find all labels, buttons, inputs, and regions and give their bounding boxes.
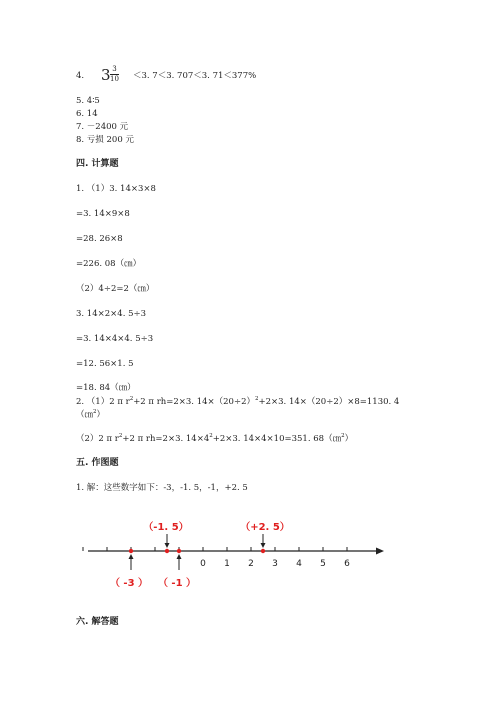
calc-line: 1. （1）3. 14×3×8: [76, 184, 156, 194]
point-pos2-5: [261, 549, 265, 553]
q2-text: （㎝: [76, 409, 94, 420]
point-neg1-5: [165, 549, 169, 553]
answer-5: 5. 4∶5: [76, 96, 100, 106]
calc-line: =18. 84（㎝）: [76, 383, 136, 393]
superscript: 2: [93, 409, 97, 415]
superscript: 2: [129, 396, 134, 402]
tick-label: 3: [272, 559, 278, 569]
arrow-down-icon: [165, 543, 170, 548]
arrow-up-icon: [177, 554, 182, 559]
tick-label: 4: [296, 559, 302, 569]
answer-6: 6. 14: [76, 109, 98, 119]
q2-text: （2）2 π r: [76, 433, 119, 444]
calc-line: =28. 26×8: [76, 234, 123, 244]
q4-frac-num: 3: [112, 65, 117, 73]
tick-label: 5: [320, 559, 326, 569]
arrow-down-icon: [261, 543, 266, 548]
section-title-solve: 六. 解答题: [76, 617, 119, 627]
calc-line: =226. 08（㎝）: [76, 259, 142, 269]
arrowhead-icon: [376, 548, 384, 555]
q4-whole: 3: [101, 66, 111, 84]
point-neg3: [129, 549, 133, 553]
calc-line: （2）4÷2=2（㎝）: [76, 284, 155, 294]
label-neg3: （ -3 ）: [109, 578, 149, 589]
calc-line: =3. 14×9×8: [76, 209, 130, 219]
arrow-up-icon: [129, 554, 134, 559]
superscript: 2: [209, 433, 213, 439]
q4-comparison: ＜3. 7＜3. 707＜3. 71＜377%: [133, 71, 257, 81]
calc-line: 3. 14×2×4. 5÷3: [76, 309, 147, 319]
q2-text: ）: [96, 409, 106, 420]
label-neg1-5: （-1. 5）: [143, 522, 189, 533]
q4-frac-den: 10: [110, 75, 119, 83]
q2-text: +2 π rh=2×3. 14×（20÷2）: [133, 396, 255, 407]
superscript: 2: [255, 396, 259, 402]
calc-line: =3. 14×4×4. 5÷3: [76, 334, 154, 344]
q2-text: +2×3. 14×（20÷2）×8=1130. 4: [258, 396, 400, 407]
q2-text: 2. （1）2 π r: [76, 396, 130, 407]
q2-text: ）: [344, 433, 354, 444]
point-neg1: [177, 549, 181, 553]
q2-text: +2×3. 14×4×10=351. 68（㎝: [212, 433, 342, 444]
number-line-ticks: [83, 547, 350, 569]
tick-label: 2: [248, 559, 254, 569]
q2-text: +2 π rh=2×3. 14×4: [122, 433, 210, 444]
label-pos2-5: （+2. 5）: [240, 522, 290, 533]
q4-number: 4.: [76, 71, 85, 81]
tick-label: 1: [224, 559, 230, 569]
section-title-calc: 四. 计算题: [76, 159, 119, 169]
superscript: 2: [341, 433, 345, 439]
calc-line: =12. 56×1. 5: [76, 359, 134, 369]
section-title-drawing: 五. 作图题: [76, 458, 119, 468]
answer-8: 8. 亏损 200 元: [76, 135, 134, 145]
label-neg1: （ -1 ）: [157, 578, 197, 589]
tick-label: 6: [344, 559, 350, 569]
tick-label: 0: [200, 559, 206, 569]
answer-7: 7. －2400 元: [76, 122, 129, 132]
superscript: 2: [118, 433, 123, 439]
draw-answer-text: 1. 解：这些数字如下：-3，-1. 5，-1，+2. 5: [76, 483, 248, 493]
